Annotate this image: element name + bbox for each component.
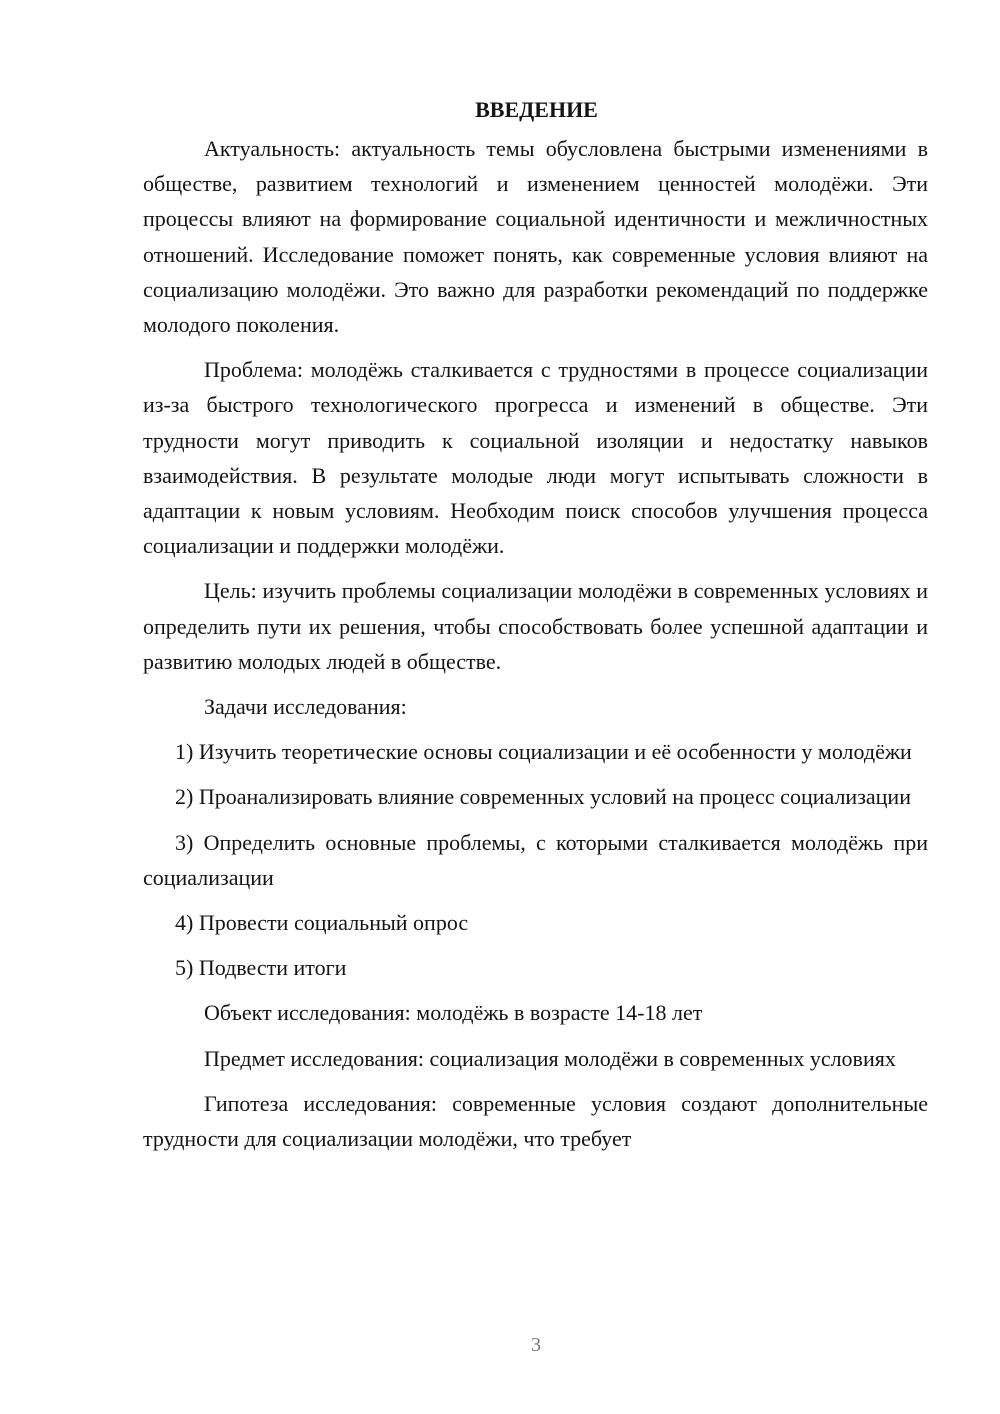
subject-paragraph: Предмет исследования: социализация молодёжи в современных условиях [204,1045,896,1071]
problem-paragraph: Проблема: молодёжь сталкивается с трудностями в процессе социализации из-за быстрого технологического прогресса и изменений в обществе. Эти трудности могут приводить к социальной изоляции и недостатку навыков взаимодействия. В результате молодые люди могут испытывать сложности в адаптации к новым условиям. Необходим поиск способов улучшения процесса социализации и поддержки молодёжи. [143,357,928,559]
relevance-paragraph: Актуальность: актуальность темы обусловлена быстрыми изменениями в обществе, развитием технологий и изменением ценностей молодёжи. Эти процессы влияют на формирование социальной идентичности и межличностных отношений. Исследование поможет понять, как современные условия влияют на социализацию молодёжи. Это важно для разработки рекомендаций по поддержке молодого поколения. [143,136,928,338]
task-item-3: 3) Определить основные проблемы, с которыми сталкивается молодёжь при социализации [143,829,928,890]
page-number: 3 [531,1334,541,1356]
page-content [143,92,928,1156]
goal-paragraph: Цель: изучить проблемы социализации молодёжи в современных условиях и определить пути их решения, чтобы способствовать более успешной адаптации и развитию молодых людей в обществе. [143,578,928,674]
object-paragraph: Объект исследования: молодёжь в возрасте 14-18 лет [204,1000,703,1026]
task-item-1: 1) Изучить теоретические основы социализации и её особенности у молодёжи [175,739,912,765]
task-item-4: 4) Провести социальный опрос [175,910,469,936]
section-heading: ВВЕДЕНИЕ [475,97,598,122]
hypothesis-paragraph: Гипотеза исследования: современные условия создают дополнительные трудности для социализации молодёжи, что требует [143,1090,928,1152]
task-item-5: 5) Подвести итоги [175,955,347,981]
tasks-intro: Задачи исследования: [204,694,407,720]
task-item-2: 2) Проанализировать влияние современных условий на процесс социализации [175,784,911,810]
